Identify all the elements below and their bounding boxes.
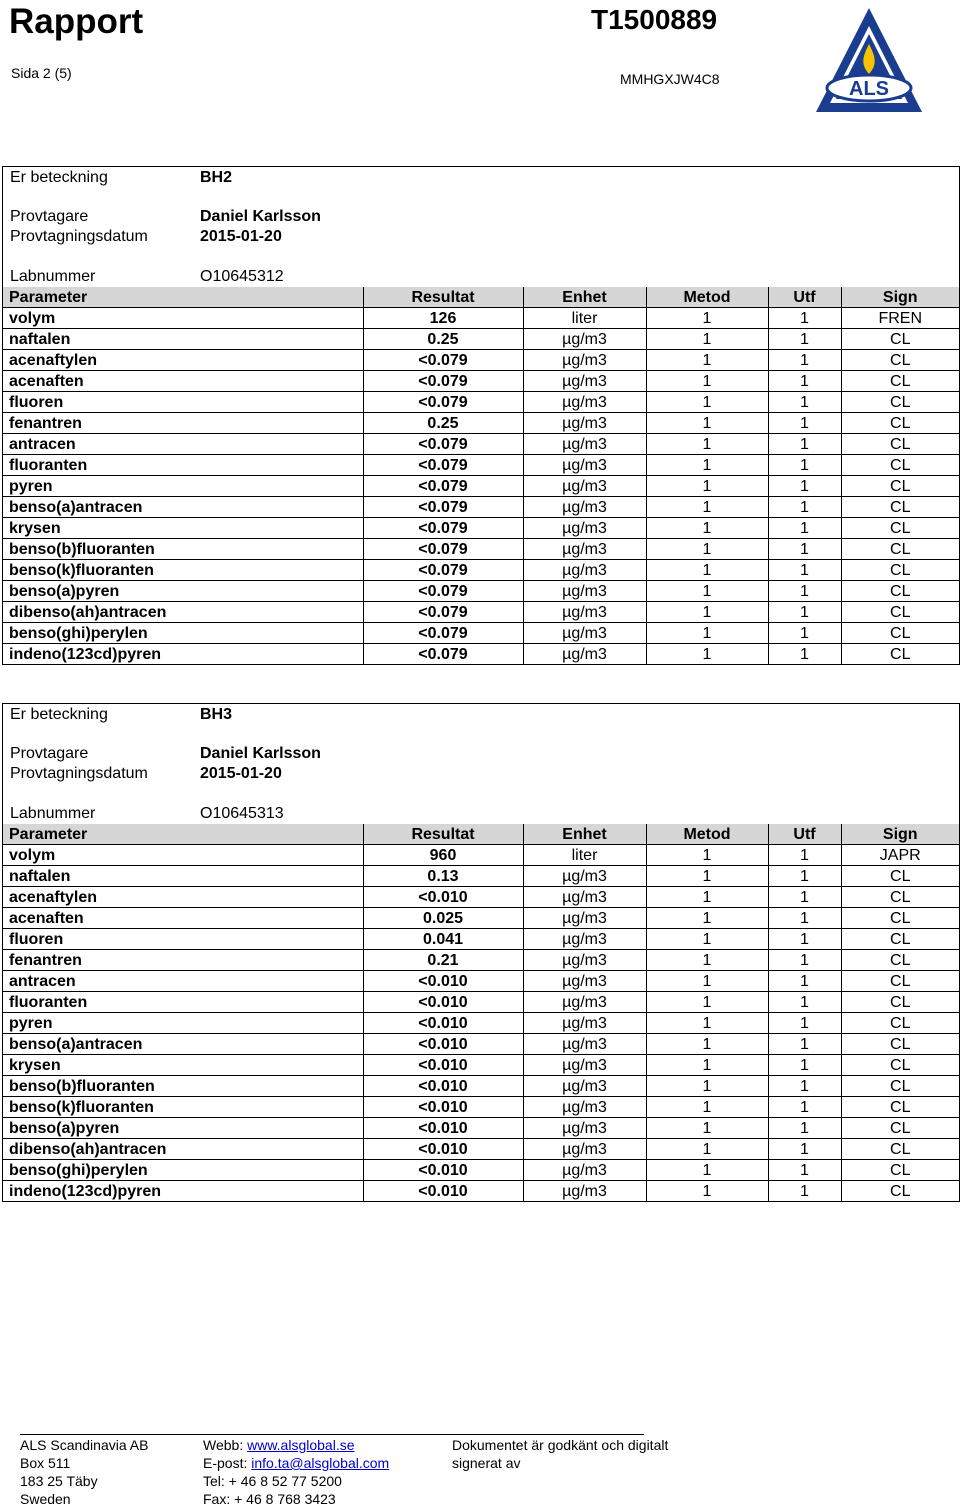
result-cell: 0.21: [363, 950, 523, 971]
table-row: [3, 623, 959, 644]
result-cell: <0.010: [363, 1097, 523, 1118]
parameter-cell: volym: [3, 308, 363, 329]
utf-cell: 1: [768, 866, 841, 887]
utf-cell: 1: [768, 1034, 841, 1055]
footer-divider: [20, 1434, 644, 1435]
date-value: 2015-01-20: [200, 765, 282, 782]
method-cell: 1: [646, 971, 768, 992]
unit-cell: µg/m3: [523, 1139, 646, 1160]
unit-cell: µg/m3: [523, 497, 646, 518]
labnumber-value: O10645313: [200, 805, 284, 822]
method-cell: 1: [646, 602, 768, 623]
parameter-cell: benso(b)fluoranten: [3, 539, 363, 560]
utf-cell: 1: [768, 950, 841, 971]
report-number: T1500889: [591, 4, 718, 35]
unit-cell: µg/m3: [523, 971, 646, 992]
sign-cell: CL: [841, 392, 959, 413]
parameter-cell: benso(k)fluoranten: [3, 560, 363, 581]
unit-cell: µg/m3: [523, 581, 646, 602]
utf-cell: 1: [768, 1055, 841, 1076]
utf-cell: 1: [768, 1076, 841, 1097]
unit-cell: µg/m3: [523, 866, 646, 887]
method-cell: 1: [646, 308, 768, 329]
web-link[interactable]: www.alsglobal.se: [247, 1437, 355, 1453]
method-cell: 1: [646, 950, 768, 971]
utf-cell: 1: [768, 1139, 841, 1160]
sign-cell: CL: [841, 1097, 959, 1118]
table-row: [3, 392, 959, 413]
parameter-cell: pyren: [3, 476, 363, 497]
result-cell: <0.079: [363, 623, 523, 644]
table-row: [3, 845, 959, 866]
result-cell: <0.079: [363, 644, 523, 665]
result-cell: 960: [363, 845, 523, 866]
column-header: Resultat: [363, 824, 523, 845]
footer-company: [20, 1436, 148, 1508]
result-cell: <0.079: [363, 539, 523, 560]
method-cell: 1: [646, 1160, 768, 1181]
method-cell: 1: [646, 887, 768, 908]
parameter-cell: dibenso(ah)antracen: [3, 1139, 363, 1160]
method-cell: 1: [646, 1034, 768, 1055]
method-cell: 1: [646, 350, 768, 371]
sign-cell: CL: [841, 413, 959, 434]
parameter-cell: fluoranten: [3, 455, 363, 476]
sign-cell: CL: [841, 644, 959, 665]
table-row: [3, 1118, 959, 1139]
unit-cell: µg/m3: [523, 992, 646, 1013]
utf-cell: 1: [768, 1160, 841, 1181]
unit-cell: µg/m3: [523, 455, 646, 476]
table-row: [3, 581, 959, 602]
sign-cell: CL: [841, 1160, 959, 1181]
result-cell: <0.010: [363, 887, 523, 908]
unit-cell: µg/m3: [523, 329, 646, 350]
email-label: E-post:: [203, 1455, 252, 1471]
report-title: Rapport: [9, 2, 144, 41]
sign-cell: CL: [841, 1034, 959, 1055]
parameter-cell: benso(ghi)perylen: [3, 623, 363, 644]
company-postal: 183 25 Täby: [20, 1473, 98, 1489]
column-header: Utf: [768, 824, 841, 845]
parameter-cell: benso(ghi)perylen: [3, 1160, 363, 1181]
table-row: [3, 908, 959, 929]
table-row: [3, 866, 959, 887]
result-cell: 0.13: [363, 866, 523, 887]
table-row: [3, 539, 959, 560]
result-cell: <0.079: [363, 455, 523, 476]
table-row: [3, 518, 959, 539]
parameter-cell: antracen: [3, 434, 363, 455]
result-cell: <0.079: [363, 560, 523, 581]
utf-cell: 1: [768, 308, 841, 329]
designation-label: Er beteckning: [10, 169, 108, 186]
parameter-cell: antracen: [3, 971, 363, 992]
page-indicator: Sida 2 (5): [11, 65, 72, 81]
date-label: Provtagningsdatum: [10, 765, 148, 782]
column-header: Parameter: [3, 287, 363, 308]
unit-cell: µg/m3: [523, 1118, 646, 1139]
utf-cell: 1: [768, 392, 841, 413]
parameter-cell: volym: [3, 845, 363, 866]
column-header: Parameter: [3, 824, 363, 845]
table-row: [3, 929, 959, 950]
parameter-cell: fluoren: [3, 392, 363, 413]
unit-cell: µg/m3: [523, 1034, 646, 1055]
method-cell: 1: [646, 371, 768, 392]
parameter-cell: benso(a)antracen: [3, 1034, 363, 1055]
sign-cell: JAPR: [841, 845, 959, 866]
utf-cell: 1: [768, 434, 841, 455]
method-cell: 1: [646, 581, 768, 602]
table-row: [3, 992, 959, 1013]
utf-cell: 1: [768, 1097, 841, 1118]
labnumber-value: O10645312: [200, 268, 284, 285]
unit-cell: µg/m3: [523, 1055, 646, 1076]
utf-cell: 1: [768, 350, 841, 371]
unit-cell: µg/m3: [523, 350, 646, 371]
method-cell: 1: [646, 623, 768, 644]
table-row: [3, 350, 959, 371]
method-cell: 1: [646, 1013, 768, 1034]
parameter-cell: indeno(123cd)pyren: [3, 644, 363, 665]
unit-cell: µg/m3: [523, 413, 646, 434]
result-cell: <0.079: [363, 350, 523, 371]
email-link[interactable]: info.ta@alsglobal.com: [251, 1455, 390, 1471]
sign-cell: CL: [841, 434, 959, 455]
sign-cell: CL: [841, 560, 959, 581]
result-cell: <0.010: [363, 1076, 523, 1097]
utf-cell: 1: [768, 992, 841, 1013]
sign-cell: CL: [841, 1055, 959, 1076]
company-name: ALS Scandinavia AB: [20, 1437, 149, 1453]
sign-cell: CL: [841, 539, 959, 560]
result-cell: <0.079: [363, 518, 523, 539]
table-header-row: [3, 287, 959, 308]
sign-cell: CL: [841, 887, 959, 908]
parameter-cell: acenaften: [3, 371, 363, 392]
table-row: [3, 602, 959, 623]
als-logo: [812, 4, 926, 116]
column-header: Resultat: [363, 287, 523, 308]
unit-cell: liter: [523, 845, 646, 866]
table-row: [3, 308, 959, 329]
utf-cell: 1: [768, 581, 841, 602]
sampler-label: Provtagare: [10, 745, 89, 762]
results-table: [3, 824, 959, 1201]
result-cell: 0.25: [363, 329, 523, 350]
parameter-cell: benso(a)pyren: [3, 581, 363, 602]
method-cell: 1: [646, 434, 768, 455]
parameter-cell: acenaftylen: [3, 887, 363, 908]
sample-meta: [3, 704, 959, 824]
method-cell: 1: [646, 866, 768, 887]
footer-approval: [452, 1436, 668, 1472]
method-cell: 1: [646, 455, 768, 476]
logo-text: ALS: [849, 78, 889, 100]
parameter-cell: fenantren: [3, 413, 363, 434]
table-row: [3, 413, 959, 434]
result-cell: <0.010: [363, 1055, 523, 1076]
unit-cell: µg/m3: [523, 644, 646, 665]
method-cell: 1: [646, 497, 768, 518]
sign-cell: CL: [841, 1139, 959, 1160]
parameter-cell: pyren: [3, 1013, 363, 1034]
sign-cell: CL: [841, 1076, 959, 1097]
table-row: [3, 434, 959, 455]
sign-cell: CL: [841, 497, 959, 518]
unit-cell: µg/m3: [523, 1181, 646, 1202]
table-row: [3, 1034, 959, 1055]
column-header: Sign: [841, 287, 959, 308]
unit-cell: µg/m3: [523, 908, 646, 929]
sign-cell: CL: [841, 908, 959, 929]
utf-cell: 1: [768, 413, 841, 434]
result-cell: <0.010: [363, 1160, 523, 1181]
telephone: Tel: + 46 8 52 77 5200: [203, 1473, 342, 1489]
sample-meta: [3, 167, 959, 287]
utf-cell: 1: [768, 560, 841, 581]
parameter-cell: naftalen: [3, 329, 363, 350]
table-row: [3, 560, 959, 581]
labnumber-label: Labnummer: [10, 805, 96, 822]
sign-cell: CL: [841, 866, 959, 887]
table-row: [3, 1055, 959, 1076]
parameter-cell: fluoranten: [3, 992, 363, 1013]
parameter-cell: dibenso(ah)antracen: [3, 602, 363, 623]
parameter-cell: krysen: [3, 518, 363, 539]
table-row: [3, 329, 959, 350]
parameter-cell: indeno(123cd)pyren: [3, 1181, 363, 1202]
table-header-row: [3, 824, 959, 845]
company-country: Sweden: [20, 1491, 71, 1507]
approval-line-2: signerat av: [452, 1455, 521, 1471]
sign-cell: CL: [841, 455, 959, 476]
utf-cell: 1: [768, 845, 841, 866]
utf-cell: 1: [768, 602, 841, 623]
unit-cell: µg/m3: [523, 887, 646, 908]
sign-cell: CL: [841, 623, 959, 644]
table-row: [3, 1097, 959, 1118]
sign-cell: CL: [841, 518, 959, 539]
unit-cell: µg/m3: [523, 371, 646, 392]
designation-value: BH3: [200, 706, 233, 723]
column-header: Metod: [646, 287, 768, 308]
utf-cell: 1: [768, 476, 841, 497]
sign-cell: CL: [841, 329, 959, 350]
sampler-label: Provtagare: [10, 208, 89, 225]
table-row: [3, 1013, 959, 1034]
column-header: Utf: [768, 287, 841, 308]
table-row: [3, 455, 959, 476]
date-label: Provtagningsdatum: [10, 228, 148, 245]
result-cell: <0.010: [363, 1034, 523, 1055]
utf-cell: 1: [768, 1118, 841, 1139]
date-value: 2015-01-20: [200, 228, 282, 245]
sample-block-bh3: [2, 703, 960, 1202]
method-cell: 1: [646, 845, 768, 866]
sign-cell: CL: [841, 950, 959, 971]
sign-cell: CL: [841, 1181, 959, 1202]
result-cell: <0.079: [363, 476, 523, 497]
method-cell: 1: [646, 1055, 768, 1076]
sign-cell: CL: [841, 371, 959, 392]
result-cell: <0.079: [363, 497, 523, 518]
company-box: Box 511: [20, 1455, 71, 1471]
result-cell: <0.079: [363, 371, 523, 392]
column-header: Metod: [646, 824, 768, 845]
sign-cell: CL: [841, 1013, 959, 1034]
unit-cell: µg/m3: [523, 602, 646, 623]
method-cell: 1: [646, 476, 768, 497]
method-cell: 1: [646, 560, 768, 581]
utf-cell: 1: [768, 518, 841, 539]
utf-cell: 1: [768, 971, 841, 992]
result-cell: <0.079: [363, 434, 523, 455]
utf-cell: 1: [768, 539, 841, 560]
sign-cell: CL: [841, 581, 959, 602]
method-cell: 1: [646, 1097, 768, 1118]
fax: Fax: + 46 8 768 3423: [203, 1491, 336, 1507]
result-cell: 0.025: [363, 908, 523, 929]
parameter-cell: benso(b)fluoranten: [3, 1076, 363, 1097]
sample-block-bh2: [2, 166, 960, 665]
method-cell: 1: [646, 539, 768, 560]
unit-cell: µg/m3: [523, 1076, 646, 1097]
designation-label: Er beteckning: [10, 706, 108, 723]
table-row: [3, 1139, 959, 1160]
utf-cell: 1: [768, 644, 841, 665]
utf-cell: 1: [768, 497, 841, 518]
unit-cell: µg/m3: [523, 950, 646, 971]
method-cell: 1: [646, 1118, 768, 1139]
parameter-cell: benso(a)pyren: [3, 1118, 363, 1139]
parameter-cell: benso(a)antracen: [3, 497, 363, 518]
method-cell: 1: [646, 644, 768, 665]
method-cell: 1: [646, 518, 768, 539]
parameter-cell: krysen: [3, 1055, 363, 1076]
method-cell: 1: [646, 992, 768, 1013]
result-cell: 0.25: [363, 413, 523, 434]
result-cell: <0.010: [363, 1181, 523, 1202]
results-table: [3, 287, 959, 664]
result-cell: <0.010: [363, 971, 523, 992]
utf-cell: 1: [768, 908, 841, 929]
sign-cell: CL: [841, 350, 959, 371]
footer-contact: [203, 1436, 389, 1508]
unit-cell: µg/m3: [523, 929, 646, 950]
parameter-cell: naftalen: [3, 866, 363, 887]
unit-cell: µg/m3: [523, 476, 646, 497]
designation-value: BH2: [200, 169, 233, 186]
sign-cell: CL: [841, 1118, 959, 1139]
unit-cell: µg/m3: [523, 560, 646, 581]
unit-cell: µg/m3: [523, 539, 646, 560]
result-cell: <0.010: [363, 1013, 523, 1034]
result-cell: 126: [363, 308, 523, 329]
result-cell: <0.079: [363, 581, 523, 602]
sign-cell: CL: [841, 992, 959, 1013]
table-row: [3, 971, 959, 992]
table-row: [3, 950, 959, 971]
table-row: [3, 1160, 959, 1181]
method-cell: 1: [646, 1076, 768, 1097]
sign-cell: CL: [841, 929, 959, 950]
utf-cell: 1: [768, 929, 841, 950]
method-cell: 1: [646, 392, 768, 413]
column-header: Enhet: [523, 287, 646, 308]
approval-line-1: Dokumentet är godkänt och digitalt: [452, 1437, 669, 1453]
sign-cell: FREN: [841, 308, 959, 329]
table-row: [3, 476, 959, 497]
sign-cell: CL: [841, 971, 959, 992]
sign-cell: CL: [841, 602, 959, 623]
unit-cell: µg/m3: [523, 1013, 646, 1034]
table-row: [3, 1181, 959, 1202]
unit-cell: µg/m3: [523, 623, 646, 644]
table-row: [3, 644, 959, 665]
table-row: [3, 887, 959, 908]
sign-cell: CL: [841, 476, 959, 497]
labnumber-label: Labnummer: [10, 268, 96, 285]
utf-cell: 1: [768, 887, 841, 908]
method-cell: 1: [646, 329, 768, 350]
unit-cell: liter: [523, 308, 646, 329]
utf-cell: 1: [768, 1013, 841, 1034]
method-cell: 1: [646, 1139, 768, 1160]
unit-cell: µg/m3: [523, 518, 646, 539]
unit-cell: µg/m3: [523, 434, 646, 455]
parameter-cell: fenantren: [3, 950, 363, 971]
unit-cell: µg/m3: [523, 1097, 646, 1118]
utf-cell: 1: [768, 455, 841, 476]
parameter-cell: benso(k)fluoranten: [3, 1097, 363, 1118]
utf-cell: 1: [768, 371, 841, 392]
unit-cell: µg/m3: [523, 392, 646, 413]
document-code: MMHGXJW4C8: [620, 71, 720, 87]
table-row: [3, 371, 959, 392]
utf-cell: 1: [768, 329, 841, 350]
utf-cell: 1: [768, 623, 841, 644]
method-cell: 1: [646, 1181, 768, 1202]
result-cell: <0.079: [363, 392, 523, 413]
method-cell: 1: [646, 908, 768, 929]
parameter-cell: fluoren: [3, 929, 363, 950]
table-row: [3, 1076, 959, 1097]
method-cell: 1: [646, 929, 768, 950]
web-label: Webb:: [203, 1437, 248, 1453]
column-header: Sign: [841, 824, 959, 845]
result-cell: <0.010: [363, 992, 523, 1013]
unit-cell: µg/m3: [523, 1160, 646, 1181]
parameter-cell: acenaften: [3, 908, 363, 929]
result-cell: <0.010: [363, 1118, 523, 1139]
result-cell: 0.041: [363, 929, 523, 950]
sampler-value: Daniel Karlsson: [200, 208, 321, 225]
sampler-value: Daniel Karlsson: [200, 745, 321, 762]
utf-cell: 1: [768, 1181, 841, 1202]
result-cell: <0.010: [363, 1139, 523, 1160]
parameter-cell: acenaftylen: [3, 350, 363, 371]
result-cell: <0.079: [363, 602, 523, 623]
column-header: Enhet: [523, 824, 646, 845]
method-cell: 1: [646, 413, 768, 434]
table-row: [3, 497, 959, 518]
